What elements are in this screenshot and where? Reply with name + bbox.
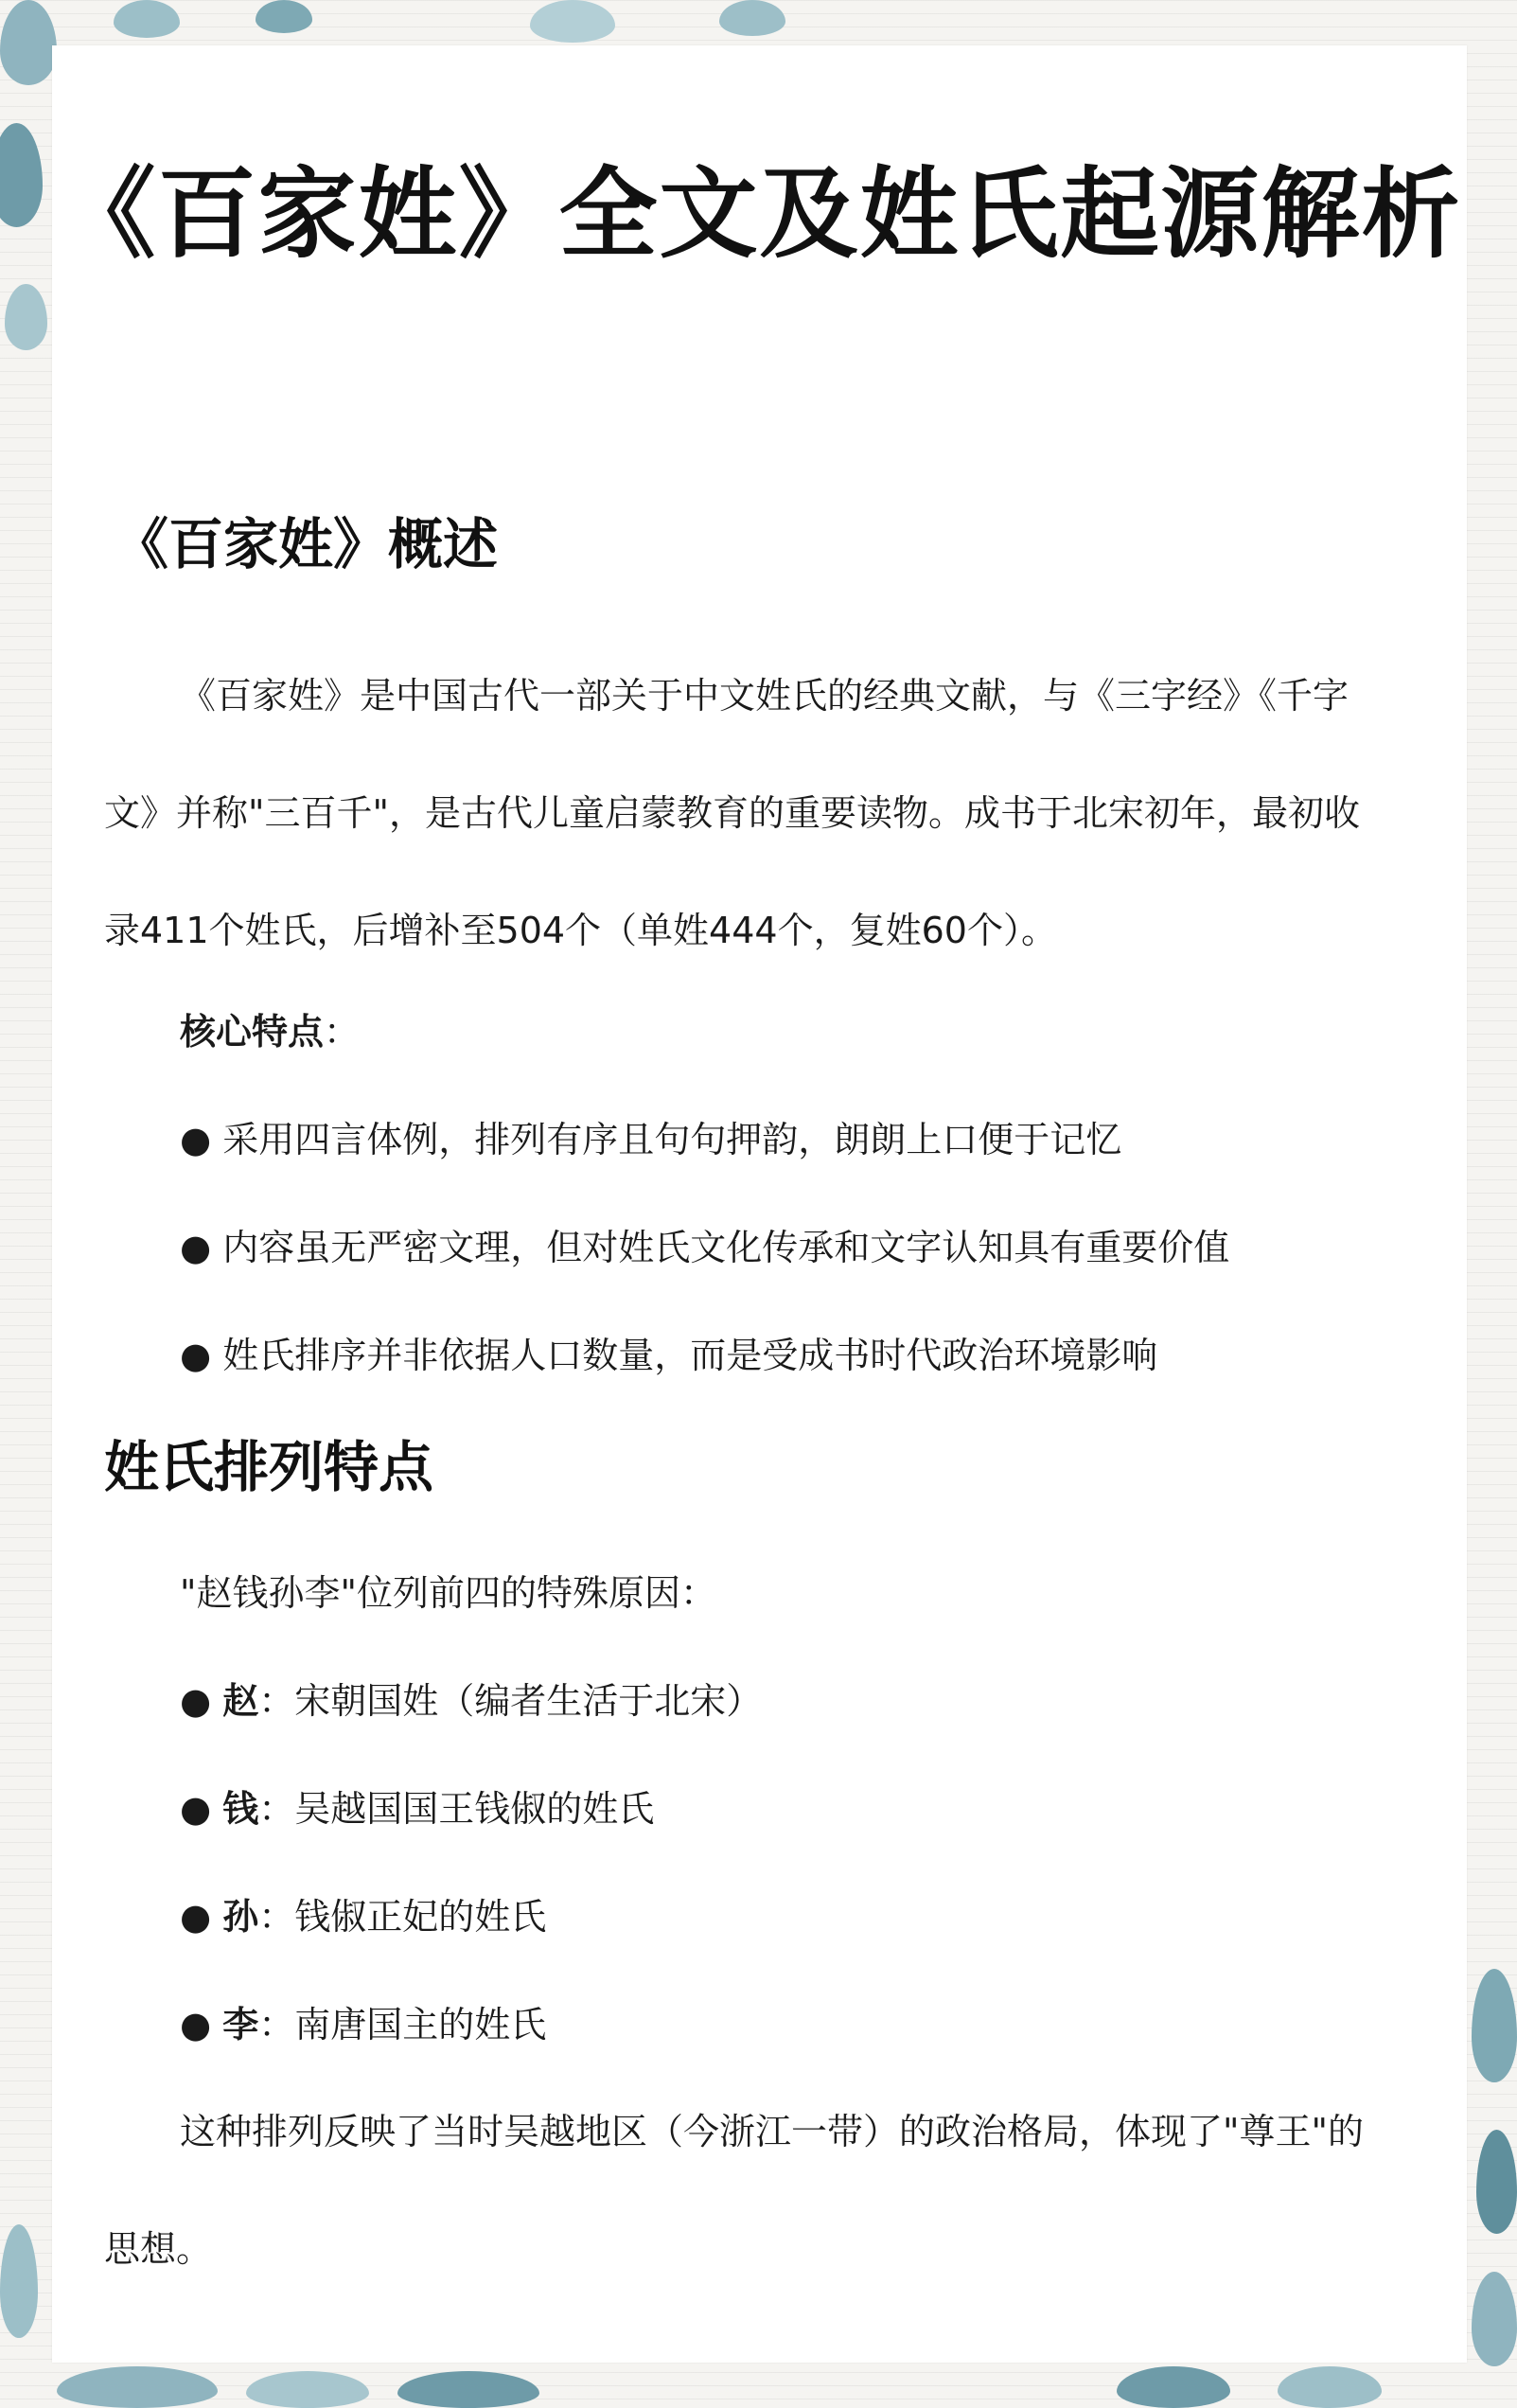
bullet-icon: ● — [180, 1119, 212, 1160]
feature-text: 内容虽无严密文理，但对姓氏文化传承和文字认知具有重要价值 — [222, 1227, 1230, 1268]
list-item — [180, 1893, 546, 1940]
features-label-text: 核心特点 — [180, 1011, 325, 1053]
colon: ： — [258, 1788, 295, 1830]
colon: ： — [258, 2004, 295, 2045]
bullet-icon: ● — [180, 1788, 212, 1830]
features-label-colon: ： — [324, 1011, 361, 1053]
list-item — [180, 1785, 654, 1833]
bullet-icon: ● — [180, 1227, 212, 1268]
list-item — [180, 1224, 1229, 1271]
feature-text: 采用四言体例，排列有序且句句押韵，朗朗上口便于记忆 — [222, 1119, 1122, 1160]
feature-text: 姓氏排序并非依据人口数量，而是受成书时代政治环境影响 — [222, 1335, 1158, 1376]
list-item — [180, 1332, 1157, 1379]
features-label — [180, 1008, 360, 1055]
colon: ： — [258, 1896, 295, 1938]
overview-paragraph — [104, 637, 1391, 989]
section-heading-order: 姓氏排列特点 — [104, 1435, 434, 1499]
conclusion-text: 这种排列反映了当时吴越地区（今浙江一带）的政治格局，体现了"尊王"的思想。 — [104, 2111, 1364, 2270]
list-item — [180, 1116, 1121, 1163]
bullet-icon: ● — [180, 1335, 212, 1376]
bullet-icon: ● — [180, 1896, 212, 1938]
list-item — [180, 1677, 762, 1725]
surname: 孙 — [222, 1896, 259, 1938]
surname-desc: 吴越国国王钱俶的姓氏 — [294, 1788, 655, 1830]
list-item — [180, 2001, 546, 2048]
bullet-icon: ● — [180, 2004, 212, 2045]
surname-desc: 钱俶正妃的姓氏 — [294, 1896, 547, 1938]
surname-desc: 宋朝国姓（编者生活于北宋） — [294, 1680, 763, 1722]
conclusion-paragraph — [104, 2073, 1391, 2308]
page-title: 《百家姓》全文及姓氏起源解析 — [57, 156, 1462, 272]
overview-text: 《百家姓》是中国古代一部关于中文姓氏的经典文献，与《三字经》《千字文》并称"三百千"，是古代儿童启蒙教育的重要读物。成书于北宋初年，最初收录411个姓氏，后增补至504个（单姓444个，复姓60个）。 — [104, 675, 1360, 951]
section-heading-overview: 《百家姓》概述 — [114, 512, 499, 576]
surname-desc: 南唐国主的姓氏 — [294, 2004, 547, 2045]
surname: 赵 — [222, 1680, 259, 1722]
surname: 李 — [222, 2004, 259, 2045]
surname: 钱 — [222, 1788, 259, 1830]
bullet-icon: ● — [180, 1680, 212, 1722]
order-intro: "赵钱孙李"位列前四的特殊原因： — [180, 1572, 716, 1614]
colon: ： — [258, 1680, 295, 1722]
article-card — [52, 45, 1467, 2363]
